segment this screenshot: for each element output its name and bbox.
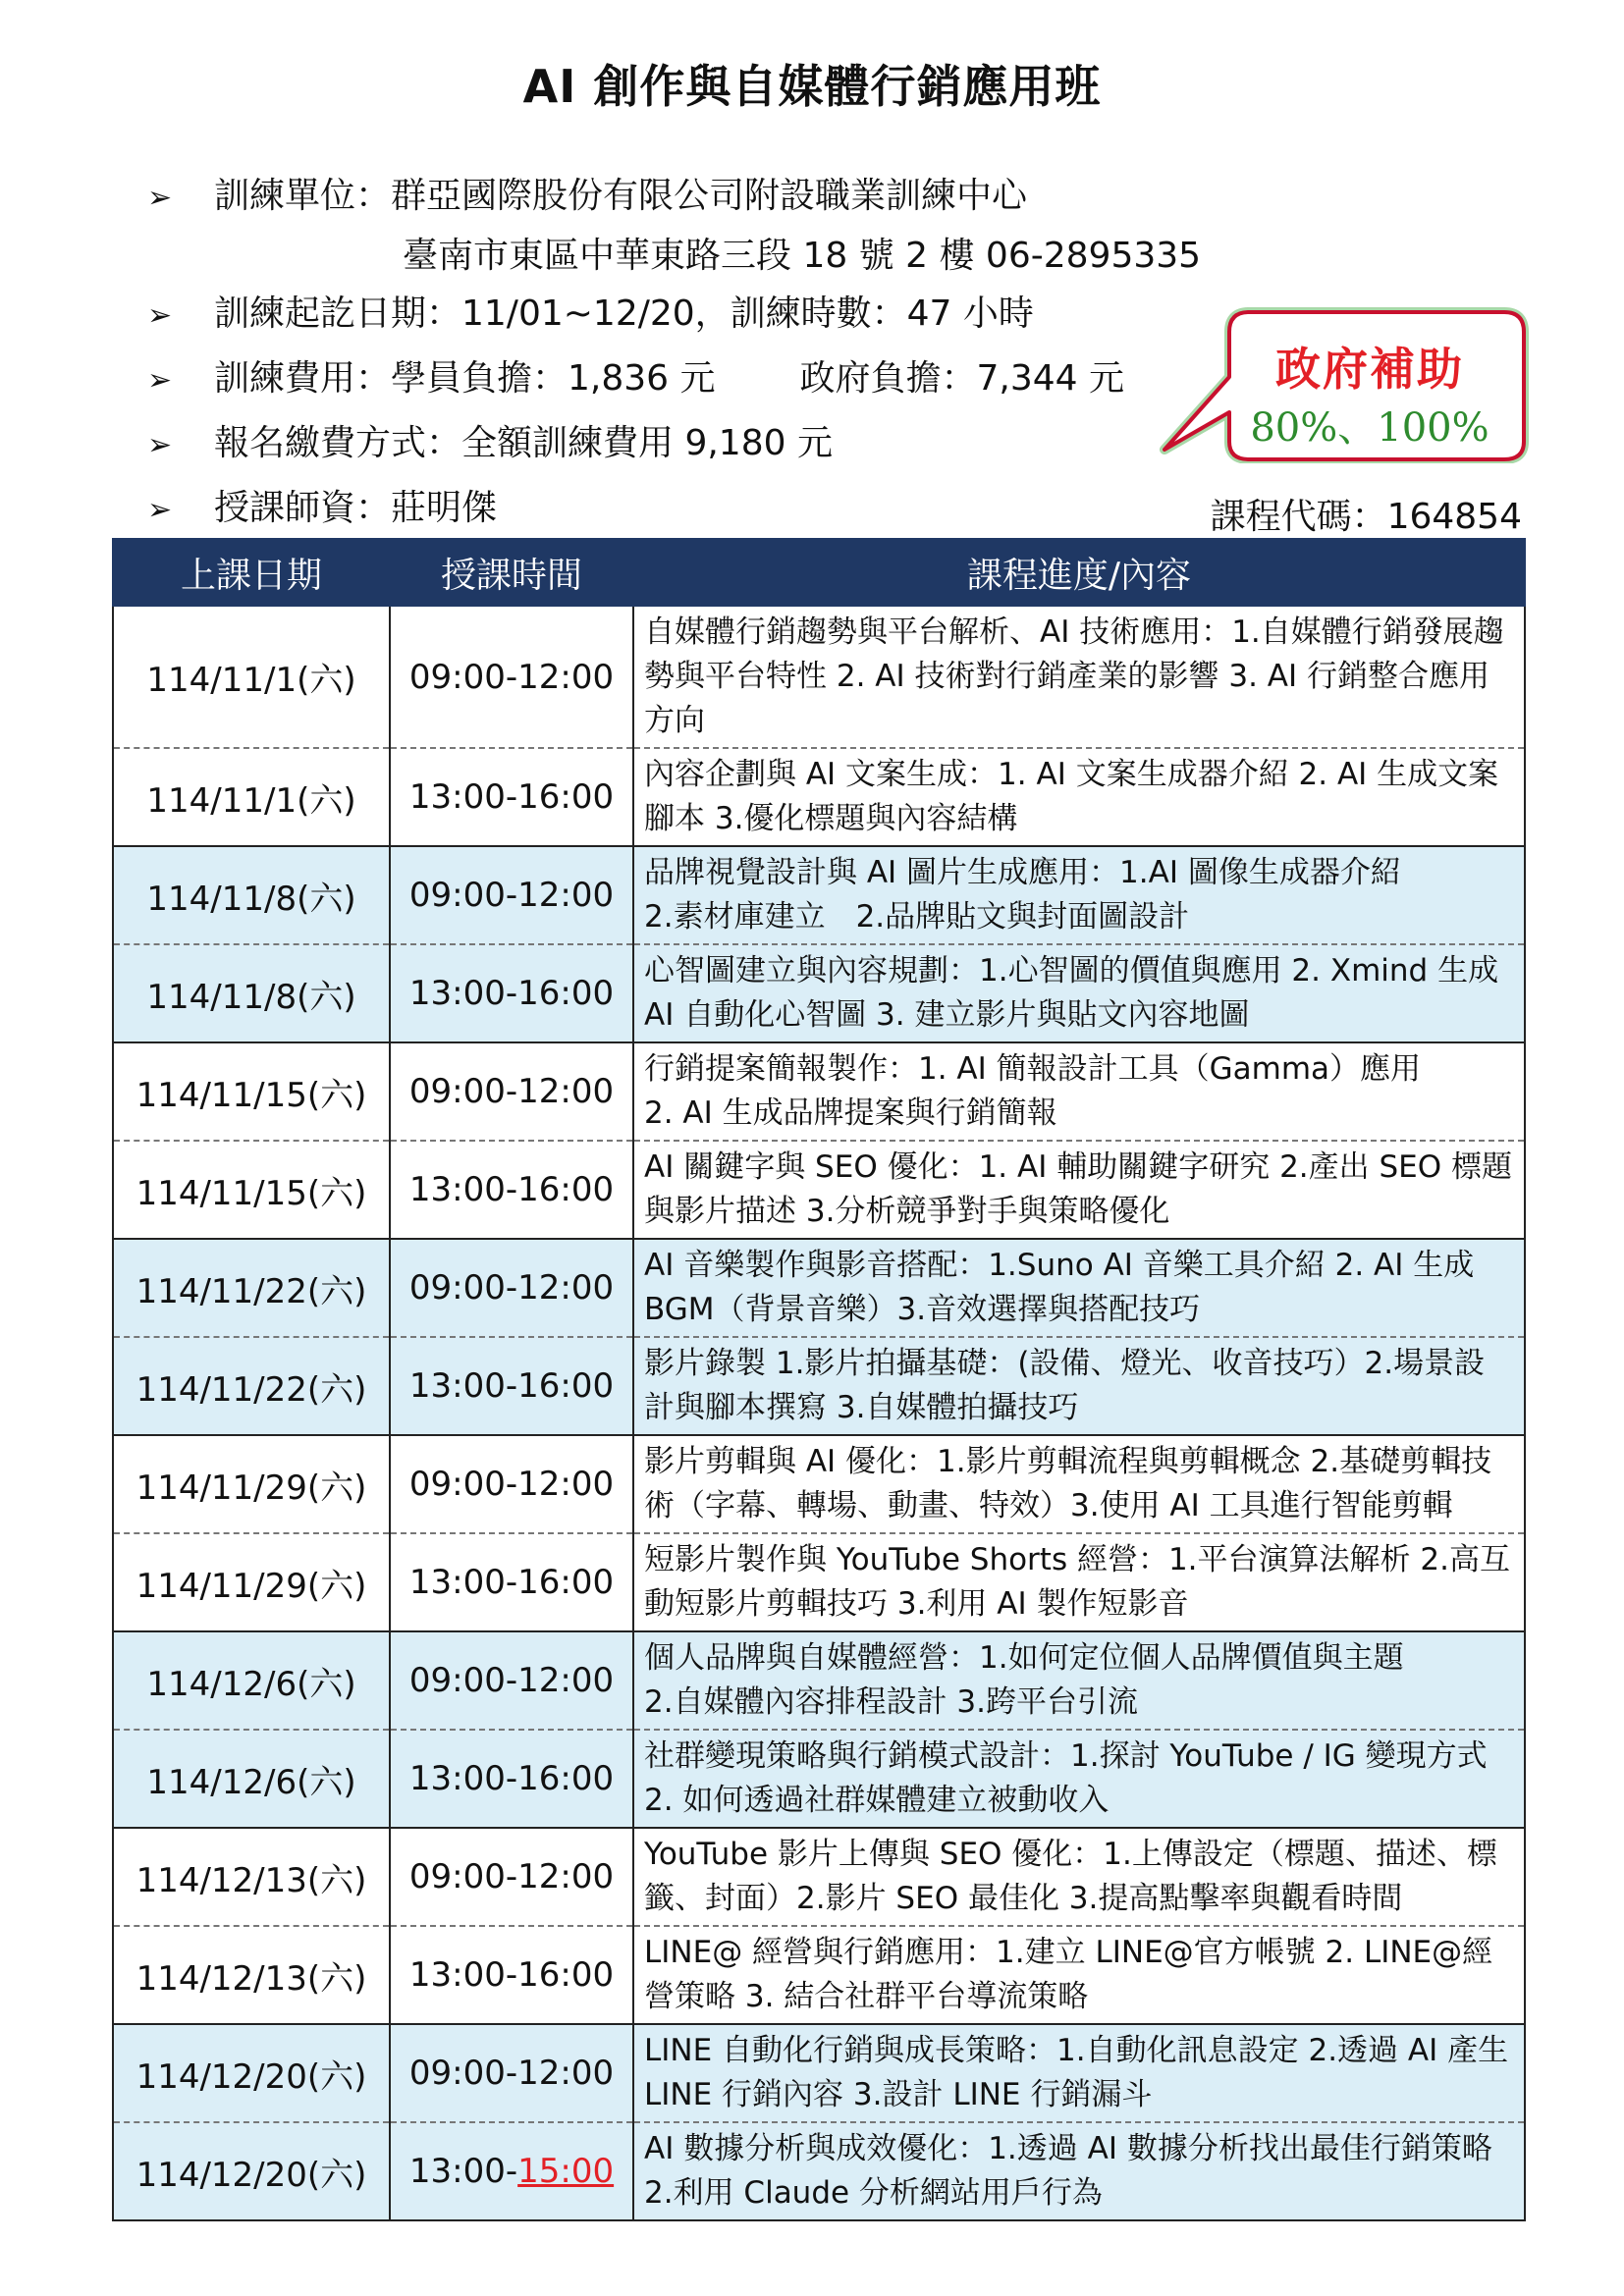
training-unit-text: 訓練單位：群亞國際股份有限公司附設職業訓練中心 — [214, 176, 1028, 216]
content-line: 2. AI 生成品牌提案與行銷簡報 — [644, 1095, 1057, 1131]
row-time: 09:00-12:00 — [390, 2024, 633, 2122]
row-time: 13:00-16:00 — [390, 1337, 633, 1435]
table-row — [113, 944, 1525, 1042]
table-row — [113, 1926, 1525, 2024]
row-content — [633, 2122, 1525, 2220]
row-time: 09:00-12:00 — [390, 1435, 633, 1533]
row-date: 114/11/22(六) — [113, 1239, 390, 1337]
schedule-table — [112, 538, 1526, 2221]
table-row — [113, 1730, 1525, 1828]
row-time: 09:00-12:00 — [390, 606, 633, 748]
table-row — [113, 1435, 1525, 1533]
header-time: 授課時間 — [390, 539, 633, 606]
row-date: 114/12/20(六) — [113, 2122, 390, 2220]
content-line: YouTube 影片上傳與 SEO 優化：1.上傳設定（標題、描述、標 — [644, 1837, 1497, 1872]
table-row — [113, 748, 1525, 846]
row-content — [633, 1828, 1525, 1926]
content-line: 方向 — [644, 703, 705, 738]
arrow-bullet-icon: ➢ — [147, 181, 173, 215]
row-time: 13:00-16:00 — [390, 1730, 633, 1828]
row-content — [633, 1730, 1525, 1828]
arrow-bullet-icon: ➢ — [147, 493, 173, 527]
content-line: BGM（背景音樂）3.音效選擇與搭配技巧 — [644, 1292, 1201, 1327]
row-date: 114/11/8(六) — [113, 944, 390, 1042]
content-line: 勢與平台特性 2. AI 技術對行銷產業的影響 3. AI 行銷整合應用 — [644, 659, 1489, 694]
content-line: 內容企劃與 AI 文案生成：1. AI 文案生成器介紹 2. AI 生成文案 — [644, 757, 1499, 792]
content-line: 動短影片剪輯技巧 3.利用 AI 製作短影音 — [644, 1586, 1189, 1622]
content-line: 品牌視覺設計與 AI 圖片生成應用：1.AI 圖像生成器介紹 — [644, 855, 1401, 890]
row-date: 114/11/8(六) — [113, 846, 390, 944]
row-time: 09:00-12:00 — [390, 1042, 633, 1141]
table-row — [113, 2122, 1525, 2220]
table-row — [113, 1533, 1525, 1631]
row-time: 13:00-16:00 — [390, 1141, 633, 1239]
info-address: 臺南市東區中華東路三段 18 號 2 樓 06-2895335 — [403, 236, 1202, 276]
content-line: AI 音樂製作與影音搭配：1.Suno AI 音樂工具介紹 2. AI 生成 — [644, 1248, 1475, 1283]
content-line: 自媒體行銷趨勢與平台解析、AI 技術應用：1.自媒體行銷發展趨 — [644, 614, 1504, 650]
row-content — [633, 1239, 1525, 1337]
time-start: 13:00- — [408, 2152, 518, 2191]
row-content — [633, 1926, 1525, 2024]
row-content — [633, 1631, 1525, 1730]
content-line: 營策略 3. 結合社群平台導流策略 — [644, 1979, 1089, 2014]
row-time — [390, 2122, 633, 2220]
content-line: 個人品牌與自媒體經營：1.如何定位個人品牌價值與主題 — [644, 1640, 1404, 1676]
content-line: 影片錄製 1.影片拍攝基礎：(設備、燈光、收音技巧）2.場景設 — [644, 1346, 1486, 1381]
row-time: 13:00-16:00 — [390, 1926, 633, 2024]
row-content — [633, 1435, 1525, 1533]
row-date: 114/11/29(六) — [113, 1435, 390, 1533]
arrow-bullet-icon: ➢ — [147, 298, 173, 333]
content-line: AI 數據分析與成效優化：1.透過 AI 數據分析找出最佳行銷策略 — [644, 2131, 1492, 2166]
row-date: 114/12/6(六) — [113, 1631, 390, 1730]
row-date: 114/11/22(六) — [113, 1337, 390, 1435]
subsidy-title: 政府補助 — [1275, 343, 1464, 396]
content-line: 2.素材庫建立 2.品牌貼文與封面圖設計 — [644, 899, 1190, 934]
content-line: 短影片製作與 YouTube Shorts 經營：1.平台演算法解析 2.高互 — [644, 1542, 1510, 1577]
row-content — [633, 1042, 1525, 1141]
row-time: 13:00-16:00 — [390, 1533, 633, 1631]
page-title: AI 創作與自媒體行銷應用班 — [522, 60, 1102, 113]
content-line: 腳本 3.優化標題與內容結構 — [644, 801, 1018, 836]
time-end-highlight: 15:00 — [517, 2152, 615, 2191]
row-content — [633, 606, 1525, 748]
course-code: 課程代碼：164854 — [1210, 497, 1522, 537]
row-content — [633, 1533, 1525, 1631]
table-row — [113, 1631, 1525, 1730]
content-line: 與影片描述 3.分析競爭對手與策略優化 — [644, 1194, 1170, 1229]
row-content — [633, 2024, 1525, 2122]
arrow-bullet-icon: ➢ — [147, 363, 173, 398]
content-line: 行銷提案簡報製作：1. AI 簡報設計工具（Gamma）應用 — [644, 1051, 1422, 1087]
content-line: 2.利用 Claude 分析網站用戶行為 — [644, 2175, 1103, 2211]
content-line: 計與腳本撰寫 3.自媒體拍攝技巧 — [644, 1390, 1079, 1425]
table-row — [113, 2024, 1525, 2122]
info-payment — [147, 422, 833, 467]
row-date: 114/12/6(六) — [113, 1730, 390, 1828]
subsidy-percent: 80%、100% — [1250, 405, 1489, 451]
row-time: 13:00-16:00 — [390, 748, 633, 846]
content-line: AI 自動化心智圖 3. 建立影片與貼文內容地圖 — [644, 997, 1250, 1033]
row-date: 114/11/15(六) — [113, 1141, 390, 1239]
header-content: 課程進度/內容 — [633, 539, 1525, 606]
table-row — [113, 846, 1525, 944]
table-row — [113, 1828, 1525, 1926]
table-row — [113, 1141, 1525, 1239]
header-date: 上課日期 — [113, 539, 390, 606]
row-time: 09:00-12:00 — [390, 1239, 633, 1337]
content-line: 影片剪輯與 AI 優化：1.影片剪輯流程與剪輯概念 2.基礎剪輯技 — [644, 1444, 1492, 1479]
row-time: 13:00-16:00 — [390, 944, 633, 1042]
info-fee — [147, 357, 1124, 402]
row-content — [633, 846, 1525, 944]
subsidy-callout — [1159, 306, 1532, 463]
arrow-bullet-icon: ➢ — [147, 428, 173, 462]
row-date: 114/11/15(六) — [113, 1042, 390, 1141]
fee-gov-text: 政府負擔：7,344 元 — [799, 358, 1125, 399]
row-time: 09:00-12:00 — [390, 1631, 633, 1730]
content-line: 2. 如何透過社群媒體建立被動收入 — [644, 1783, 1110, 1818]
content-line: 心智圖建立與內容規劃：1.心智圖的價值與應用 2. Xmind 生成 — [644, 953, 1499, 988]
row-time: 09:00-12:00 — [390, 1828, 633, 1926]
row-content — [633, 748, 1525, 846]
table-row — [113, 1042, 1525, 1141]
info-teacher — [147, 487, 497, 532]
row-date: 114/11/29(六) — [113, 1533, 390, 1631]
content-line: 社群變現策略與行銷模式設計：1.探討 YouTube / IG 變現方式 — [644, 1738, 1488, 1774]
table-row — [113, 1337, 1525, 1435]
content-line: AI 關鍵字與 SEO 優化：1. AI 輔助關鍵字研究 2.產出 SEO 標題 — [644, 1149, 1513, 1185]
payment-text: 報名繳費方式：全額訓練費用 9,180 元 — [214, 423, 833, 463]
row-content — [633, 944, 1525, 1042]
row-date: 114/12/13(六) — [113, 1828, 390, 1926]
row-content — [633, 1337, 1525, 1435]
row-date: 114/11/1(六) — [113, 748, 390, 846]
content-line: 2.自媒體內容排程設計 3.跨平台引流 — [644, 1684, 1139, 1720]
table-row — [113, 1239, 1525, 1337]
content-line: 術（字幕、轉場、動畫、特效）3.使用 AI 工具進行智能剪輯 — [644, 1488, 1453, 1523]
table-row — [113, 606, 1525, 748]
info-period — [147, 293, 1034, 338]
info-training-unit — [147, 175, 1027, 220]
row-content — [633, 1141, 1525, 1239]
content-line: LINE 自動化行銷與成長策略：1.自動化訊息設定 2.透過 AI 產生 — [644, 2033, 1509, 2068]
row-time: 09:00-12:00 — [390, 846, 633, 944]
row-date: 114/12/20(六) — [113, 2024, 390, 2122]
content-line: 籤、封面）2.影片 SEO 最佳化 3.提高點擊率與觀看時間 — [644, 1881, 1403, 1916]
row-date: 114/12/13(六) — [113, 1926, 390, 2024]
fee-student-text: 訓練費用：學員負擔：1,836 元 — [214, 358, 716, 399]
teacher-text: 授課師資：莊明傑 — [214, 488, 498, 528]
content-line: LINE 行銷內容 3.設計 LINE 行銷漏斗 — [644, 2077, 1153, 2112]
table-header-row — [113, 539, 1525, 606]
period-text: 訓練起訖日期：11/01~12/20，訓練時數：47 小時 — [214, 294, 1034, 334]
content-line: LINE@ 經營與行銷應用：1.建立 LINE@官方帳號 2. LINE@經 — [644, 1935, 1493, 1970]
row-date: 114/11/1(六) — [113, 606, 390, 748]
